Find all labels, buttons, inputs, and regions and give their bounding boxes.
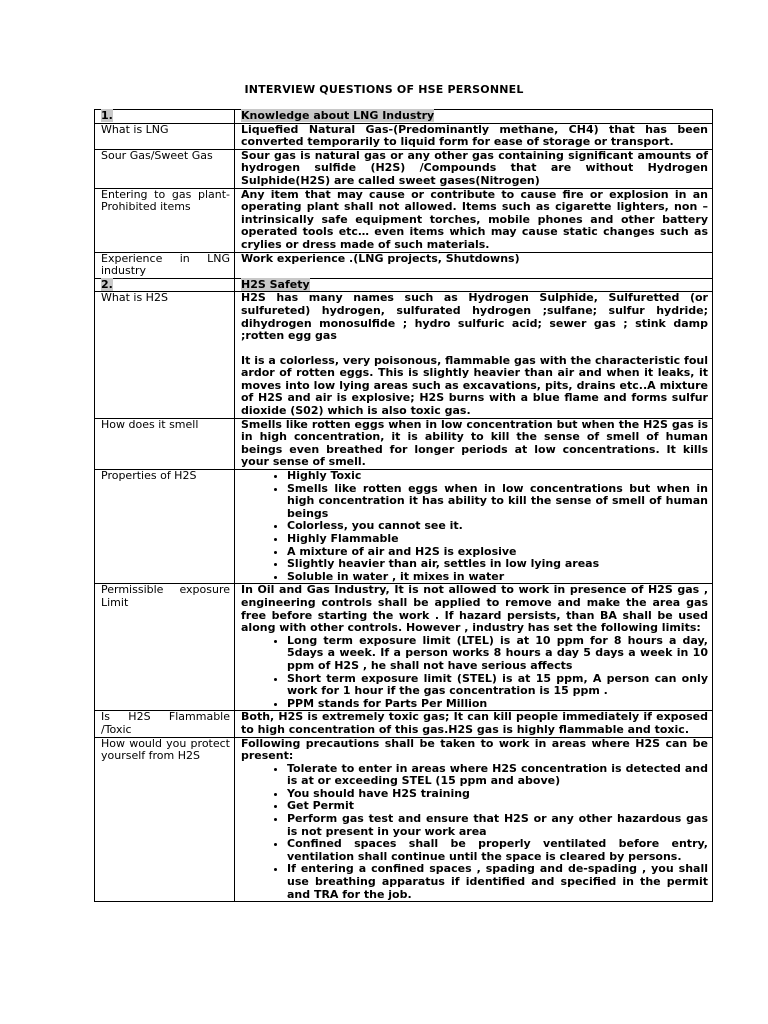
bullet-list <box>241 635 708 711</box>
table-row <box>95 470 713 584</box>
bullet-list <box>241 470 708 583</box>
list-item: • Soluble in water , it mixes in water <box>287 571 708 584</box>
table-row <box>95 188 713 252</box>
question-cell: Is H2S Flammable /Toxic <box>95 711 235 737</box>
answer-cell: Sour gas is natural gas or any other gas containing significant amounts of hydrogen sulfide (H2S) /Compounds that are without Hydrogen Sulphide(H2S) are called sweet gases(Nitrogen) <box>235 149 713 188</box>
question-cell: Properties of H2S <box>95 470 235 584</box>
section-row-1 <box>95 110 713 124</box>
section-row-2 <box>95 278 713 292</box>
list-item: • Highly Toxic <box>287 470 708 483</box>
section-heading: H2S Safety <box>235 278 713 292</box>
answer-cell: Both, H2S is extremely toxic gas; It can kill people immediately if exposed to high concentration of this gas.H2S gas is highly flammable and toxic. <box>235 711 713 737</box>
list-item: • A mixture of air and H2S is explosive <box>287 546 708 559</box>
answer-cell: Smells like rotten eggs when in low concentration but when the H2S gas is in high concentration, it is ability to kill the sense of smell of human beings even breathed for longer periods at low concentrations. It kills your sense of smell. <box>235 418 713 469</box>
table-row <box>95 584 713 711</box>
table-row <box>95 149 713 188</box>
list-item: • Smells like rotten eggs when in low concentrations but when in high concentration it has ability to kill the sense of smell of human beings <box>287 483 708 521</box>
question-cell: Experience in LNG industry <box>95 252 235 278</box>
question-cell: What is LNG <box>95 123 235 149</box>
answer-cell <box>235 737 713 902</box>
answer-paragraph: Following precautions shall be taken to work in areas where H2S can be present: <box>241 736 708 763</box>
list-item: • Short term exposure limit (STEL) is at 15 ppm, A person can only work for 1 hour if the gas concentration is 15 ppm . <box>287 673 708 698</box>
answer-paragraph: H2S has many names such as Hydrogen Sulphide, Sulfuretted (or sulfureted) hydrogen, sulfurated hydrogen ;sulfane; sulfur hydride; dihydrogen monosulfide ; hydro sulfuric acid; sewer gas ; stink damp ;rotten egg gas <box>241 291 708 343</box>
list-item: • Perform gas test and ensure that H2S or any other hazardous gas is not present in your work area <box>287 813 708 838</box>
table-row <box>95 123 713 149</box>
answer-cell <box>235 470 713 584</box>
section-number: 1. <box>95 110 235 124</box>
list-item: • Get Permit <box>287 800 708 813</box>
answer-cell: Any item that may cause or contribute to cause fire or explosion in an operating plant shall not allowed. Items such as cigarette lighters, non –intrinsically safe equipment torches, mobile phones and other battery operated tools etc… even items which may cause static changes such as crylies or dress made of such materials. <box>235 188 713 252</box>
table-row <box>95 292 713 418</box>
list-item: • Tolerate to enter in areas where H2S concentration is detected and is at or exceeding STEL (15 ppm and above) <box>287 763 708 788</box>
question-cell: How does it smell <box>95 418 235 469</box>
section-heading: Knowledge about LNG Industry <box>235 110 713 124</box>
table-row <box>95 737 713 902</box>
answer-cell <box>235 584 713 711</box>
answer-cell: Liquefied Natural Gas-(Predominantly methane, CH4) that has been converted temporarily to liquid form for ease of storage or transport. <box>235 123 713 149</box>
table-row <box>95 252 713 278</box>
table-row <box>95 418 713 469</box>
list-item: • Highly Flammable <box>287 533 708 546</box>
list-item: • If entering a confined spaces , spading and de-spading , you shall use breathing apparatus if identified and specified in the permit and TRA for the job. <box>287 863 708 901</box>
table-row <box>95 711 713 737</box>
answer-cell: Work experience .(LNG projects, Shutdowns) <box>235 252 713 278</box>
list-item: • PPM stands for Parts Per Million <box>287 698 708 711</box>
qa-table <box>94 109 713 902</box>
question-cell: Entering to gas plant- Prohibited items <box>95 188 235 252</box>
document-title: INTERVIEW QUESTIONS OF HSE PERSONNEL <box>244 83 524 96</box>
question-cell: Permissible exposure Limit <box>95 584 235 711</box>
answer-paragraph: It is a colorless, very poisonous, flammable gas with the characteristic foul ardor of rotten eggs. This is slightly heavier than air and when it leaks, it moves into low lying areas such as excavations, pits, drains etc..A mixture of H2S and air is explosive; H2S burns with a blue flame and forms sulfur dioxide (S02) which is also toxic gas. <box>241 353 708 418</box>
list-item: • Slightly heavier than air, settles in low lying areas <box>287 558 708 571</box>
list-item: • You should have H2S training <box>287 788 708 801</box>
section-number: 2. <box>95 278 235 292</box>
list-item: • Long term exposure limit (LTEL) is at 10 ppm for 8 hours a day, 5days a week. If a person works 8 hours a day 5 days a week in 10 ppm of H2S , he shall not have serious affects <box>287 635 708 673</box>
question-cell: Sour Gas/Sweet Gas <box>95 149 235 188</box>
bullet-list <box>241 763 708 902</box>
list-item: • Confined spaces shall be properly ventilated before entry, ventilation shall continue until the space is cleared by persons. <box>287 838 708 863</box>
list-item: • Colorless, you cannot see it. <box>287 520 708 533</box>
answer-cell <box>235 292 713 418</box>
question-cell: What is H2S <box>95 292 235 418</box>
question-cell: How would you protect yourself from H2S <box>95 737 235 902</box>
answer-paragraph: In Oil and Gas Industry, It is not allowed to work in presence of H2S gas , engineering controls shall be applied to remove and make the area gas free before starting the work . If hazard persists, than BA shall be used along with other controls. However , industry has set the following limits: <box>241 583 708 635</box>
